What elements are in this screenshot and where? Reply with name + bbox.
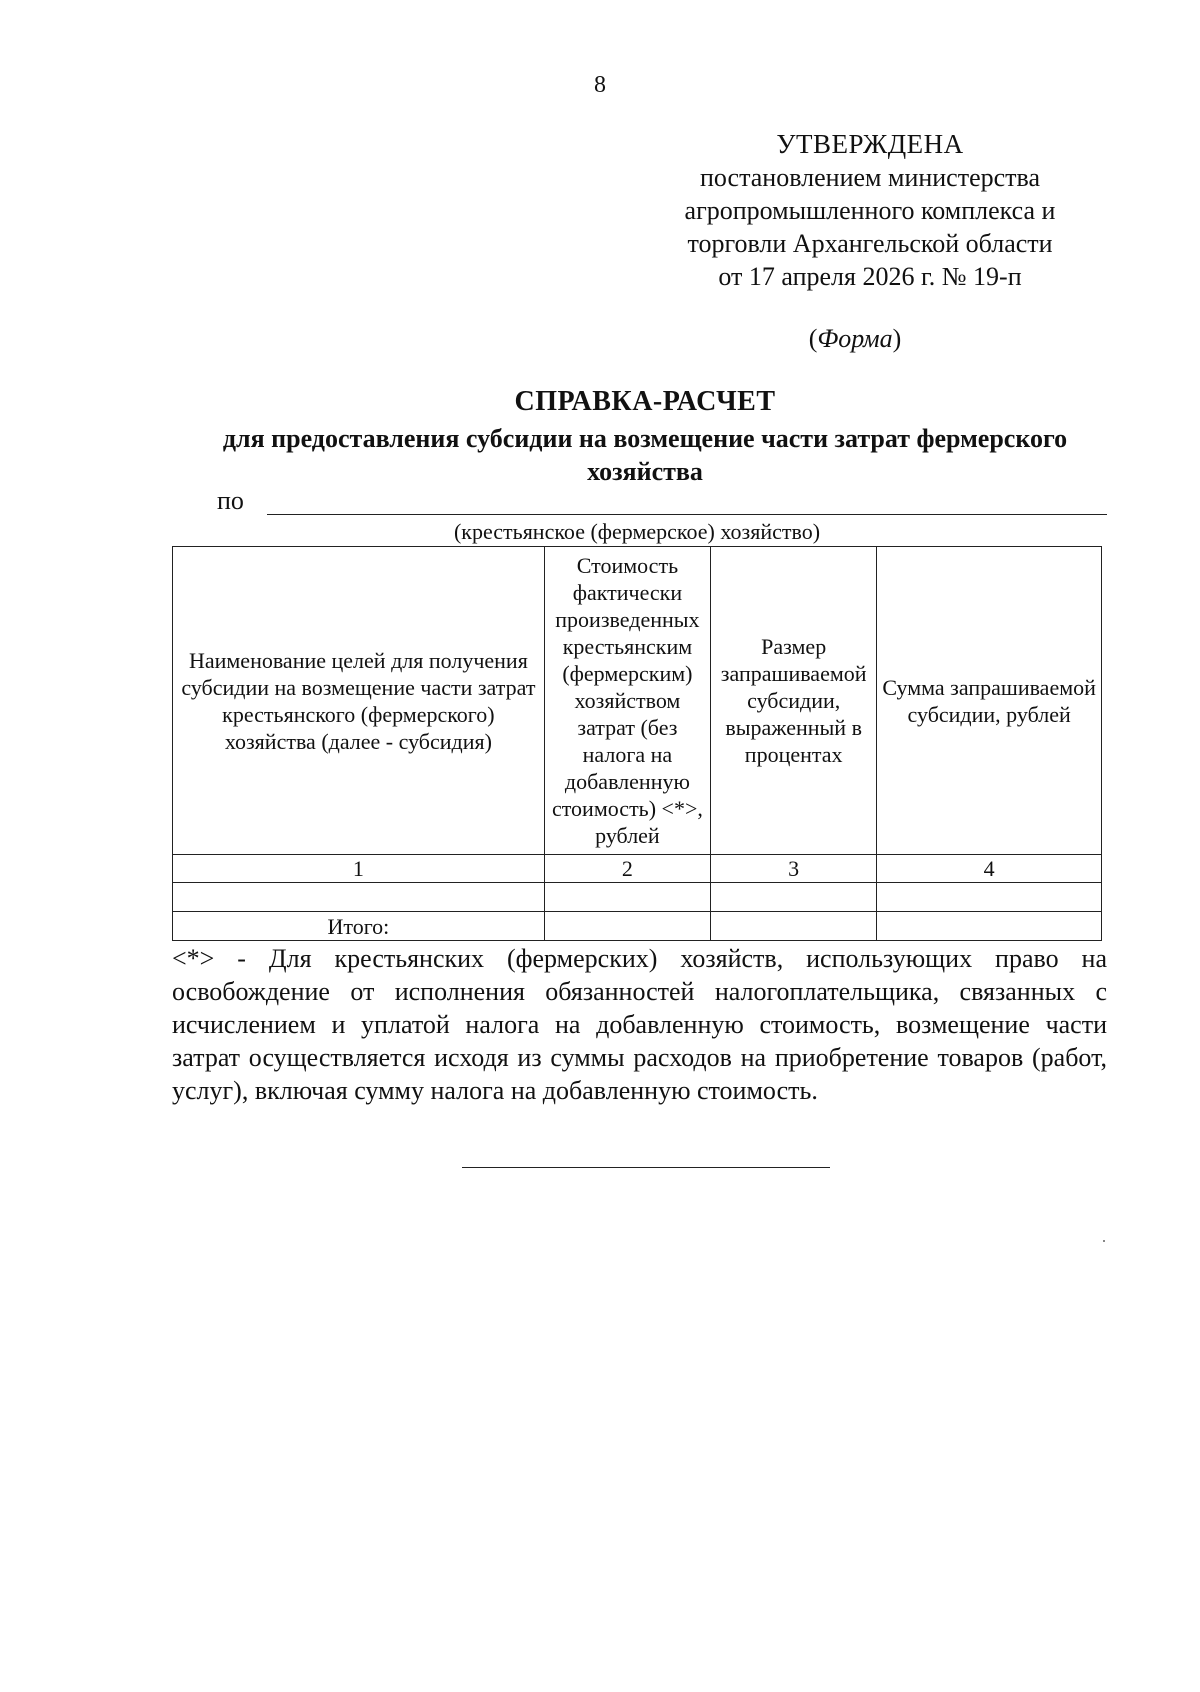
po-label: по bbox=[217, 486, 244, 515]
subtitle-line-1: для предоставления субсидии на возмещение части затрат фермерского bbox=[222, 424, 1068, 453]
column-number-row bbox=[173, 855, 1102, 883]
form-label-open: ( bbox=[808, 324, 818, 353]
form-label-word: Форма bbox=[817, 324, 893, 353]
column-number-3: 3 bbox=[711, 855, 877, 883]
column-number-4: 4 bbox=[877, 855, 1102, 883]
scan-speck bbox=[1103, 1240, 1105, 1242]
calculation-table bbox=[172, 546, 1102, 941]
table-header-row bbox=[173, 547, 1102, 855]
page-number: 8 bbox=[594, 72, 606, 98]
total-label: Итого: bbox=[173, 912, 545, 941]
subtitle-line-2: хозяйства bbox=[587, 457, 703, 486]
cell-subsidy-amount[interactable] bbox=[877, 883, 1102, 912]
document-subtitle bbox=[170, 422, 1120, 488]
closing-rule bbox=[462, 1167, 830, 1168]
form-label-close: ) bbox=[892, 324, 902, 353]
header-actual-cost: Стоимость фактически произведенных крестьянским (фермерским) хозяйством затрат (без налога на добавленную стоимость) <*>, рублей bbox=[544, 547, 710, 855]
table-row bbox=[173, 883, 1102, 912]
farm-name-caption: (крестьянское (фермерское) хозяйство) bbox=[453, 519, 821, 544]
farm-name-blank-line[interactable] bbox=[267, 514, 1107, 515]
approval-line-4: от 17 апреля 2026 г. № 19-п bbox=[718, 262, 1022, 291]
total-row bbox=[173, 912, 1102, 941]
header-purpose: Наименование целей для получения субсидии на возмещение части затрат крестьянского (фермерского) хозяйства (далее - субсидия) bbox=[173, 547, 545, 855]
column-number-1: 1 bbox=[173, 855, 545, 883]
document-title: СПРАВКА-РАСЧЕТ bbox=[514, 386, 776, 417]
total-subsidy-percent[interactable] bbox=[711, 912, 877, 941]
form-label bbox=[790, 324, 920, 354]
approval-block bbox=[640, 128, 1100, 293]
total-subsidy-amount[interactable] bbox=[877, 912, 1102, 941]
approval-line-1: постановлением министерства bbox=[699, 163, 1041, 192]
cell-actual-cost[interactable] bbox=[544, 883, 710, 912]
cell-subsidy-percent[interactable] bbox=[711, 883, 877, 912]
approval-line-2: агропромышленного комплекса и bbox=[684, 196, 1056, 225]
column-number-2: 2 bbox=[544, 855, 710, 883]
cell-purpose[interactable] bbox=[173, 883, 545, 912]
approval-line-3: торговли Архангельской области bbox=[687, 229, 1053, 258]
header-subsidy-percent: Размер запрашиваемой субсидии, выраженный в процентах bbox=[711, 547, 877, 855]
farm-name-row bbox=[217, 486, 1107, 516]
footnote: <*> - Для крестьянских (фермерских) хозяйств, использующих право на освобождение от исполнения обязанностей налогоплательщика, связанных с исчислением и уплатой налога на добавленную стоимость, возмещение части затрат осуществляется исходя из суммы расходов на приобретение товаров (работ, услуг), включая сумму налога на добавленную стоимость. bbox=[172, 944, 1107, 1105]
approval-title: УТВЕРЖДЕНА bbox=[776, 129, 964, 159]
header-subsidy-amount: Сумма запрашиваемой субсидии, рублей bbox=[877, 547, 1102, 855]
total-actual-cost[interactable] bbox=[544, 912, 710, 941]
